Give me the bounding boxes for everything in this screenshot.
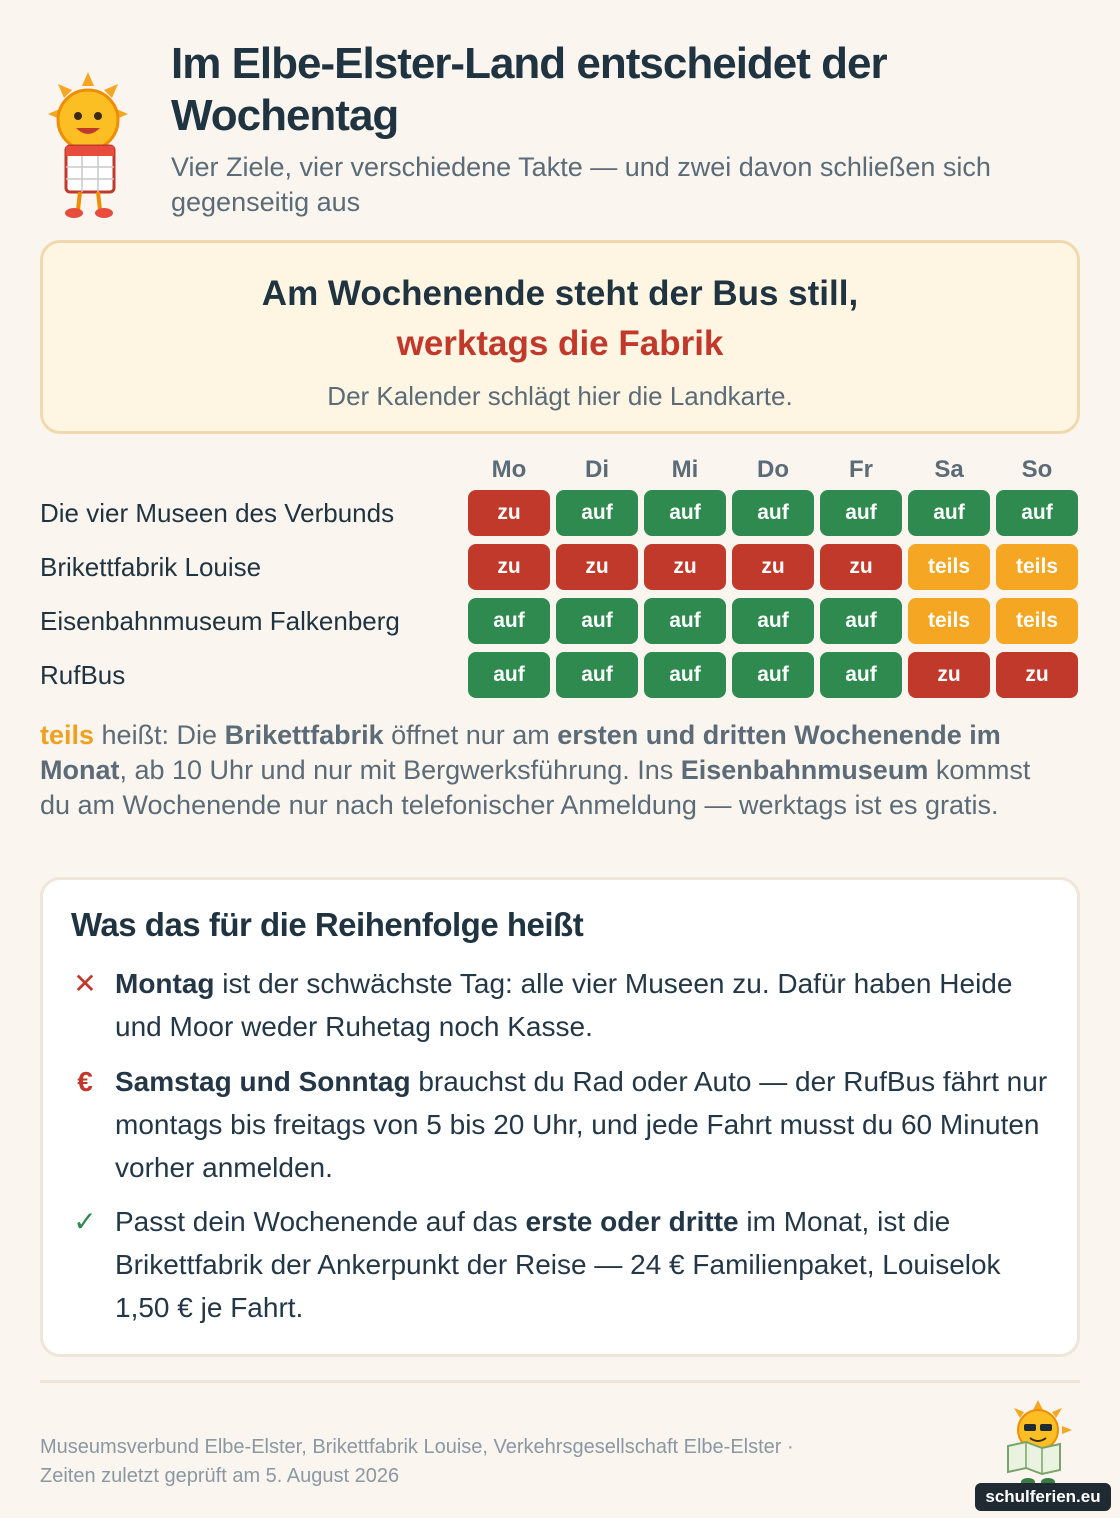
- status-badge-auf: auf: [732, 490, 814, 536]
- status-badge-zu: zu: [732, 544, 814, 590]
- status-badge-auf: auf: [468, 652, 550, 698]
- day-header-mi: Mi: [671, 456, 699, 483]
- sun-mascot-calendar-icon: [46, 70, 130, 222]
- header: [40, 36, 1080, 226]
- card-title: Was das für die Reihenfolge heißt: [71, 906, 584, 943]
- status-badge-teils: teils: [996, 598, 1078, 644]
- advice-text: [115, 1200, 1061, 1329]
- status-badge-teils: teils: [996, 544, 1078, 590]
- check-icon: ✓: [73, 1206, 97, 1237]
- status-badge-zu: zu: [908, 652, 990, 698]
- advice-bold: Samstag und Sonntag: [115, 1066, 411, 1097]
- explanation-keyword: ersten und dritten Wochenende im Monat: [40, 720, 1001, 785]
- explanation-text: , ab 10 Uhr und nur mit Bergwerksführung. Ins: [119, 755, 681, 785]
- row-label: Eisenbahnmuseum Falkenberg: [40, 606, 400, 636]
- euro-icon: €: [77, 1066, 93, 1097]
- status-badge-auf: auf: [820, 652, 902, 698]
- status-badge-zu: zu: [996, 652, 1078, 698]
- callout-headline: Am Wochenende steht der Bus still,: [261, 274, 859, 313]
- status-badge-teils: teils: [908, 598, 990, 644]
- day-header-so: So: [1021, 456, 1053, 483]
- callout-note: Der Kalender schlägt hier die Landkarte.: [327, 381, 793, 411]
- advice-pre: Passt dein Wochenende auf das: [115, 1206, 526, 1237]
- status-badge-zu: zu: [644, 544, 726, 590]
- status-badge-auf: auf: [820, 598, 902, 644]
- legend-explanation: [40, 718, 1050, 823]
- cross-icon: ✕: [73, 968, 97, 999]
- status-badge-auf: auf: [732, 652, 814, 698]
- footer-sources: [40, 1433, 940, 1491]
- day-header-do: Do: [757, 456, 789, 483]
- status-badge-auf: auf: [644, 598, 726, 644]
- status-badge-zu: zu: [820, 544, 902, 590]
- status-badge-auf: auf: [468, 598, 550, 644]
- callout-highlight: werktags die Fabrik: [396, 324, 724, 363]
- row-label: RufBus: [40, 660, 126, 690]
- status-badge-zu: zu: [556, 544, 638, 590]
- advice-body: im Monat, ist die Brikettfabrik der Ankerpunkt der Reise — 24 € Familienpaket, Louiselok 1,50 € je Fahrt.: [115, 1206, 1001, 1323]
- explanation-text: öffnet nur am: [383, 720, 558, 750]
- advice-card: [40, 877, 1080, 1357]
- advice-text: [115, 1060, 1061, 1189]
- status-badge-auf: auf: [556, 490, 638, 536]
- advice-text: [115, 962, 1061, 1048]
- explanation-text: kommst du am Wochenende nur nach telefonischer Anmeldung — werktags ist es gratis.: [40, 755, 1031, 820]
- status-badge-auf: auf: [820, 490, 902, 536]
- day-header-di: Di: [585, 456, 609, 483]
- footer-line-sources: Museumsverbund Elbe-Elster, Brikettfabrik Louise, Verkehrsgesellschaft Elbe-Elster ·: [40, 1436, 794, 1458]
- row-label: Brikettfabrik Louise: [40, 552, 262, 582]
- status-badge-auf: auf: [556, 652, 638, 698]
- status-badge-auf: auf: [644, 652, 726, 698]
- day-header-fr: Fr: [849, 456, 873, 483]
- callout-box: [40, 240, 1080, 434]
- schedule-grid: [40, 452, 1080, 702]
- explanation-keyword: Eisenbahnmuseum: [680, 755, 929, 785]
- day-header-sa: Sa: [934, 456, 964, 483]
- status-badge-auf: auf: [732, 598, 814, 644]
- advice-bold: Montag: [115, 968, 215, 999]
- row-label: Die vier Museen des Verbunds: [40, 498, 395, 528]
- sun-mascot-map-icon: [998, 1400, 1074, 1486]
- status-badge-auf: auf: [996, 490, 1078, 536]
- footer-divider: [40, 1380, 1080, 1383]
- footer-line-date: Zeiten zuletzt geprüft am 5. August 2026: [40, 1465, 400, 1487]
- page-subtitle: Vier Ziele, vier verschiedene Takte — und zwei davon schließen sich gegenseitig aus: [171, 152, 991, 217]
- day-header-mo: Mo: [491, 456, 527, 483]
- advice-bold: erste oder dritte: [525, 1206, 739, 1237]
- advice-body: brauchst du Rad oder Auto — der RufBus fährt nur montags bis freitags von 5 bis 20 Uhr, und jede Fahrt musst du 60 Minuten vorher anmelden.: [115, 1066, 1048, 1183]
- explanation-text: heißt: Die: [94, 720, 225, 750]
- status-badge-zu: zu: [468, 490, 550, 536]
- status-badge-zu: zu: [468, 544, 550, 590]
- teils-keyword: teils: [40, 720, 95, 750]
- status-badge-auf: auf: [644, 490, 726, 536]
- page-title: Im Elbe-Elster-Land entscheidet der Wochentag: [171, 39, 887, 140]
- status-badge-auf: auf: [556, 598, 638, 644]
- advice-body: ist der schwächste Tag: alle vier Museen zu. Dafür haben Heide und Moor weder Ruhetag noch Kasse.: [115, 968, 1013, 1042]
- status-badge-teils: teils: [908, 544, 990, 590]
- explanation-keyword: Brikettfabrik: [224, 720, 384, 750]
- brand-logo[interactable]: schulferien.eu: [975, 1483, 1111, 1511]
- status-badge-auf: auf: [908, 490, 990, 536]
